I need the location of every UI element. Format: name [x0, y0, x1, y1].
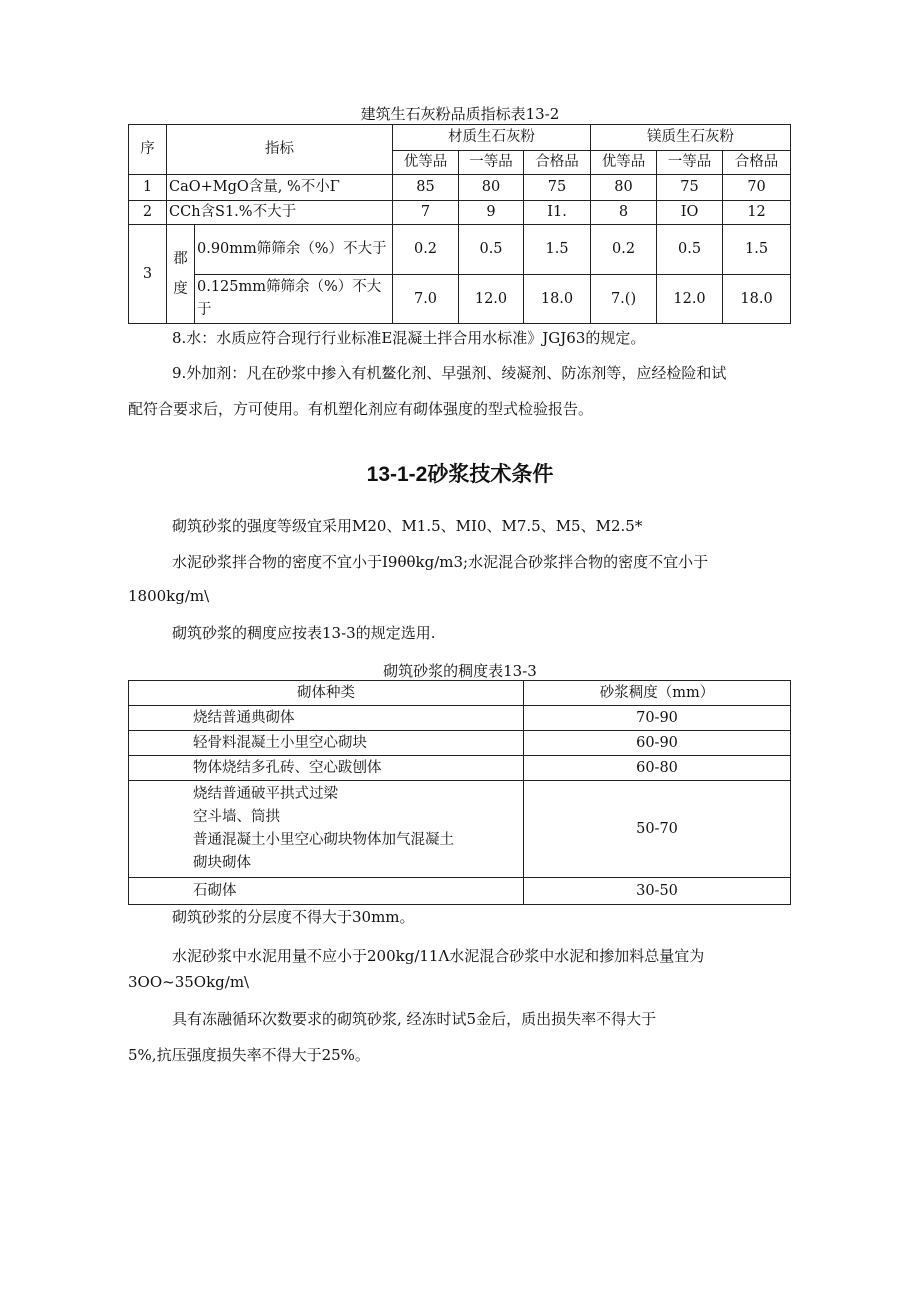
table-row	[129, 731, 791, 756]
cell: 0.2	[393, 225, 459, 275]
paragraph-layering: 砌筑砂浆的分层度不得大于30mm。	[172, 908, 415, 926]
grade: 优等品	[591, 151, 657, 175]
cell: 9	[459, 201, 524, 225]
cell: 80	[459, 175, 524, 201]
table-row	[129, 275, 791, 324]
grade: 合格品	[524, 151, 591, 175]
cell: 1.5	[524, 225, 591, 275]
cell: 7.0	[393, 275, 459, 324]
table-row	[129, 175, 791, 201]
cell: 3	[129, 225, 167, 324]
cell: 1.5	[723, 225, 791, 275]
grade: 一等品	[657, 151, 723, 175]
cell: 0.5	[657, 225, 723, 275]
header-masonry-type: 砌体种类	[129, 681, 524, 706]
cell: 0.5	[459, 225, 524, 275]
paragraph-freeze: 具有冻融循环次数要求的砌筑砂浆, 经冻时试5金后，质出损失率不得大于	[172, 1010, 657, 1028]
cell: 18.0	[524, 275, 591, 324]
cell: 60-80	[524, 756, 791, 781]
cell: 郡度	[167, 225, 195, 324]
header-group1: 材质生石灰粉	[393, 125, 591, 151]
paragraph-water: 8.水：水质应符合现行行业标准E混凝土拌合用水标准》JGJ63的规定。	[172, 329, 646, 347]
cell: 70	[723, 175, 791, 201]
paragraph-freeze-cont: 5%,抗压强度损失率不得大于25%。	[128, 1046, 370, 1064]
mortar-consistency-table	[128, 680, 791, 905]
cell: 7	[393, 201, 459, 225]
grade: 优等品	[393, 151, 459, 175]
line: 空斗墙、筒拱	[193, 809, 280, 825]
cell: 75	[657, 175, 723, 201]
cell: I1.	[524, 201, 591, 225]
table-row	[129, 201, 791, 225]
lime-powder-quality-table	[128, 124, 791, 324]
cell: 60-90	[524, 731, 791, 756]
cell: 2	[129, 201, 167, 225]
paragraph-cement-cont: 3OO~35Okg∕m\	[128, 973, 250, 991]
cell: 烧结普通典砌体	[129, 706, 524, 731]
cell: 1	[129, 175, 167, 201]
paragraph-cement: 水泥砂浆中水泥用量不应小于200kg∕11Λ水泥混合砂浆中水泥和掺加料总量宜为	[172, 947, 705, 965]
cell: 85	[393, 175, 459, 201]
header-seq: 序	[129, 125, 167, 175]
cell: 0.125mm筛筛余（%）不大于	[195, 275, 393, 324]
paragraph-density-cont: 1800kg∕m\	[128, 587, 210, 605]
header-group2: 镁质生石灰粉	[591, 125, 791, 151]
cell: 7.()	[591, 275, 657, 324]
cell: CCh含S1.%不大于	[167, 201, 393, 225]
cell: 8	[591, 201, 657, 225]
cell: 12	[723, 201, 791, 225]
cell: 50-70	[524, 781, 791, 878]
paragraph-admixture: 9.外加剂：凡在砂浆中掺入有机鳌化剂、早强剂、绫凝剂、防冻剂等，应经检险和试	[172, 364, 727, 382]
cell: 75	[524, 175, 591, 201]
cell: 80	[591, 175, 657, 201]
table-row	[129, 225, 791, 275]
header-index: 指标	[167, 125, 393, 175]
line: 普通混凝土小里空心砌块物体加气混凝土	[193, 832, 454, 848]
table2-caption: 砌筑砂浆的稠度表13-3	[383, 662, 537, 680]
cell: 12.0	[459, 275, 524, 324]
paragraph-consistency: 砌筑砂浆的稠度应按表13-3的规定选用.	[172, 624, 436, 642]
cell: 70-90	[524, 706, 791, 731]
cell: CaO+MgO含量, %不小Γ	[167, 175, 393, 201]
cell: 轻骨料混凝土小里空心砌块	[129, 731, 524, 756]
table1-caption: 建筑生石灰粉品质指标表13-2	[360, 105, 560, 123]
cell: 石砌体	[129, 878, 524, 905]
table-row	[129, 781, 791, 878]
header-consistency: 砂浆稠度（mm）	[524, 681, 791, 706]
paragraph-admixture-cont: 配符合要求后，方可使用。有机塑化剂应有砌体强度的型式检验报告。	[128, 400, 594, 418]
paragraph-density: 水泥砂浆拌合物的密度不宜小于I9θθkg∕m3;水泥混合砂浆拌合物的密度不宜小于	[172, 553, 709, 571]
cell: 物体烧结多孔砖、空心跋刨体	[129, 756, 524, 781]
cell: 12.0	[657, 275, 723, 324]
cell: 18.0	[723, 275, 791, 324]
cell: 30-50	[524, 878, 791, 905]
cell: IO	[657, 201, 723, 225]
line: 烧结普通破平拱式过梁	[193, 786, 338, 802]
line: 砌块砌体	[193, 855, 251, 871]
grade: 合格品	[723, 151, 791, 175]
table-row	[129, 878, 791, 905]
section-heading: 13-1-2砂浆技术条件	[366, 463, 554, 486]
paragraph-strength: 砌筑砂浆的强度等级宜采用M20、M1.5、MI0、M7.5、M5、M2.5*	[172, 517, 643, 535]
grade: 一等品	[459, 151, 524, 175]
cell: 0.2	[591, 225, 657, 275]
table-row	[129, 706, 791, 731]
cell	[129, 781, 524, 878]
table-row	[129, 756, 791, 781]
cell: 0.90mm筛筛余（%）不大于	[195, 225, 393, 275]
